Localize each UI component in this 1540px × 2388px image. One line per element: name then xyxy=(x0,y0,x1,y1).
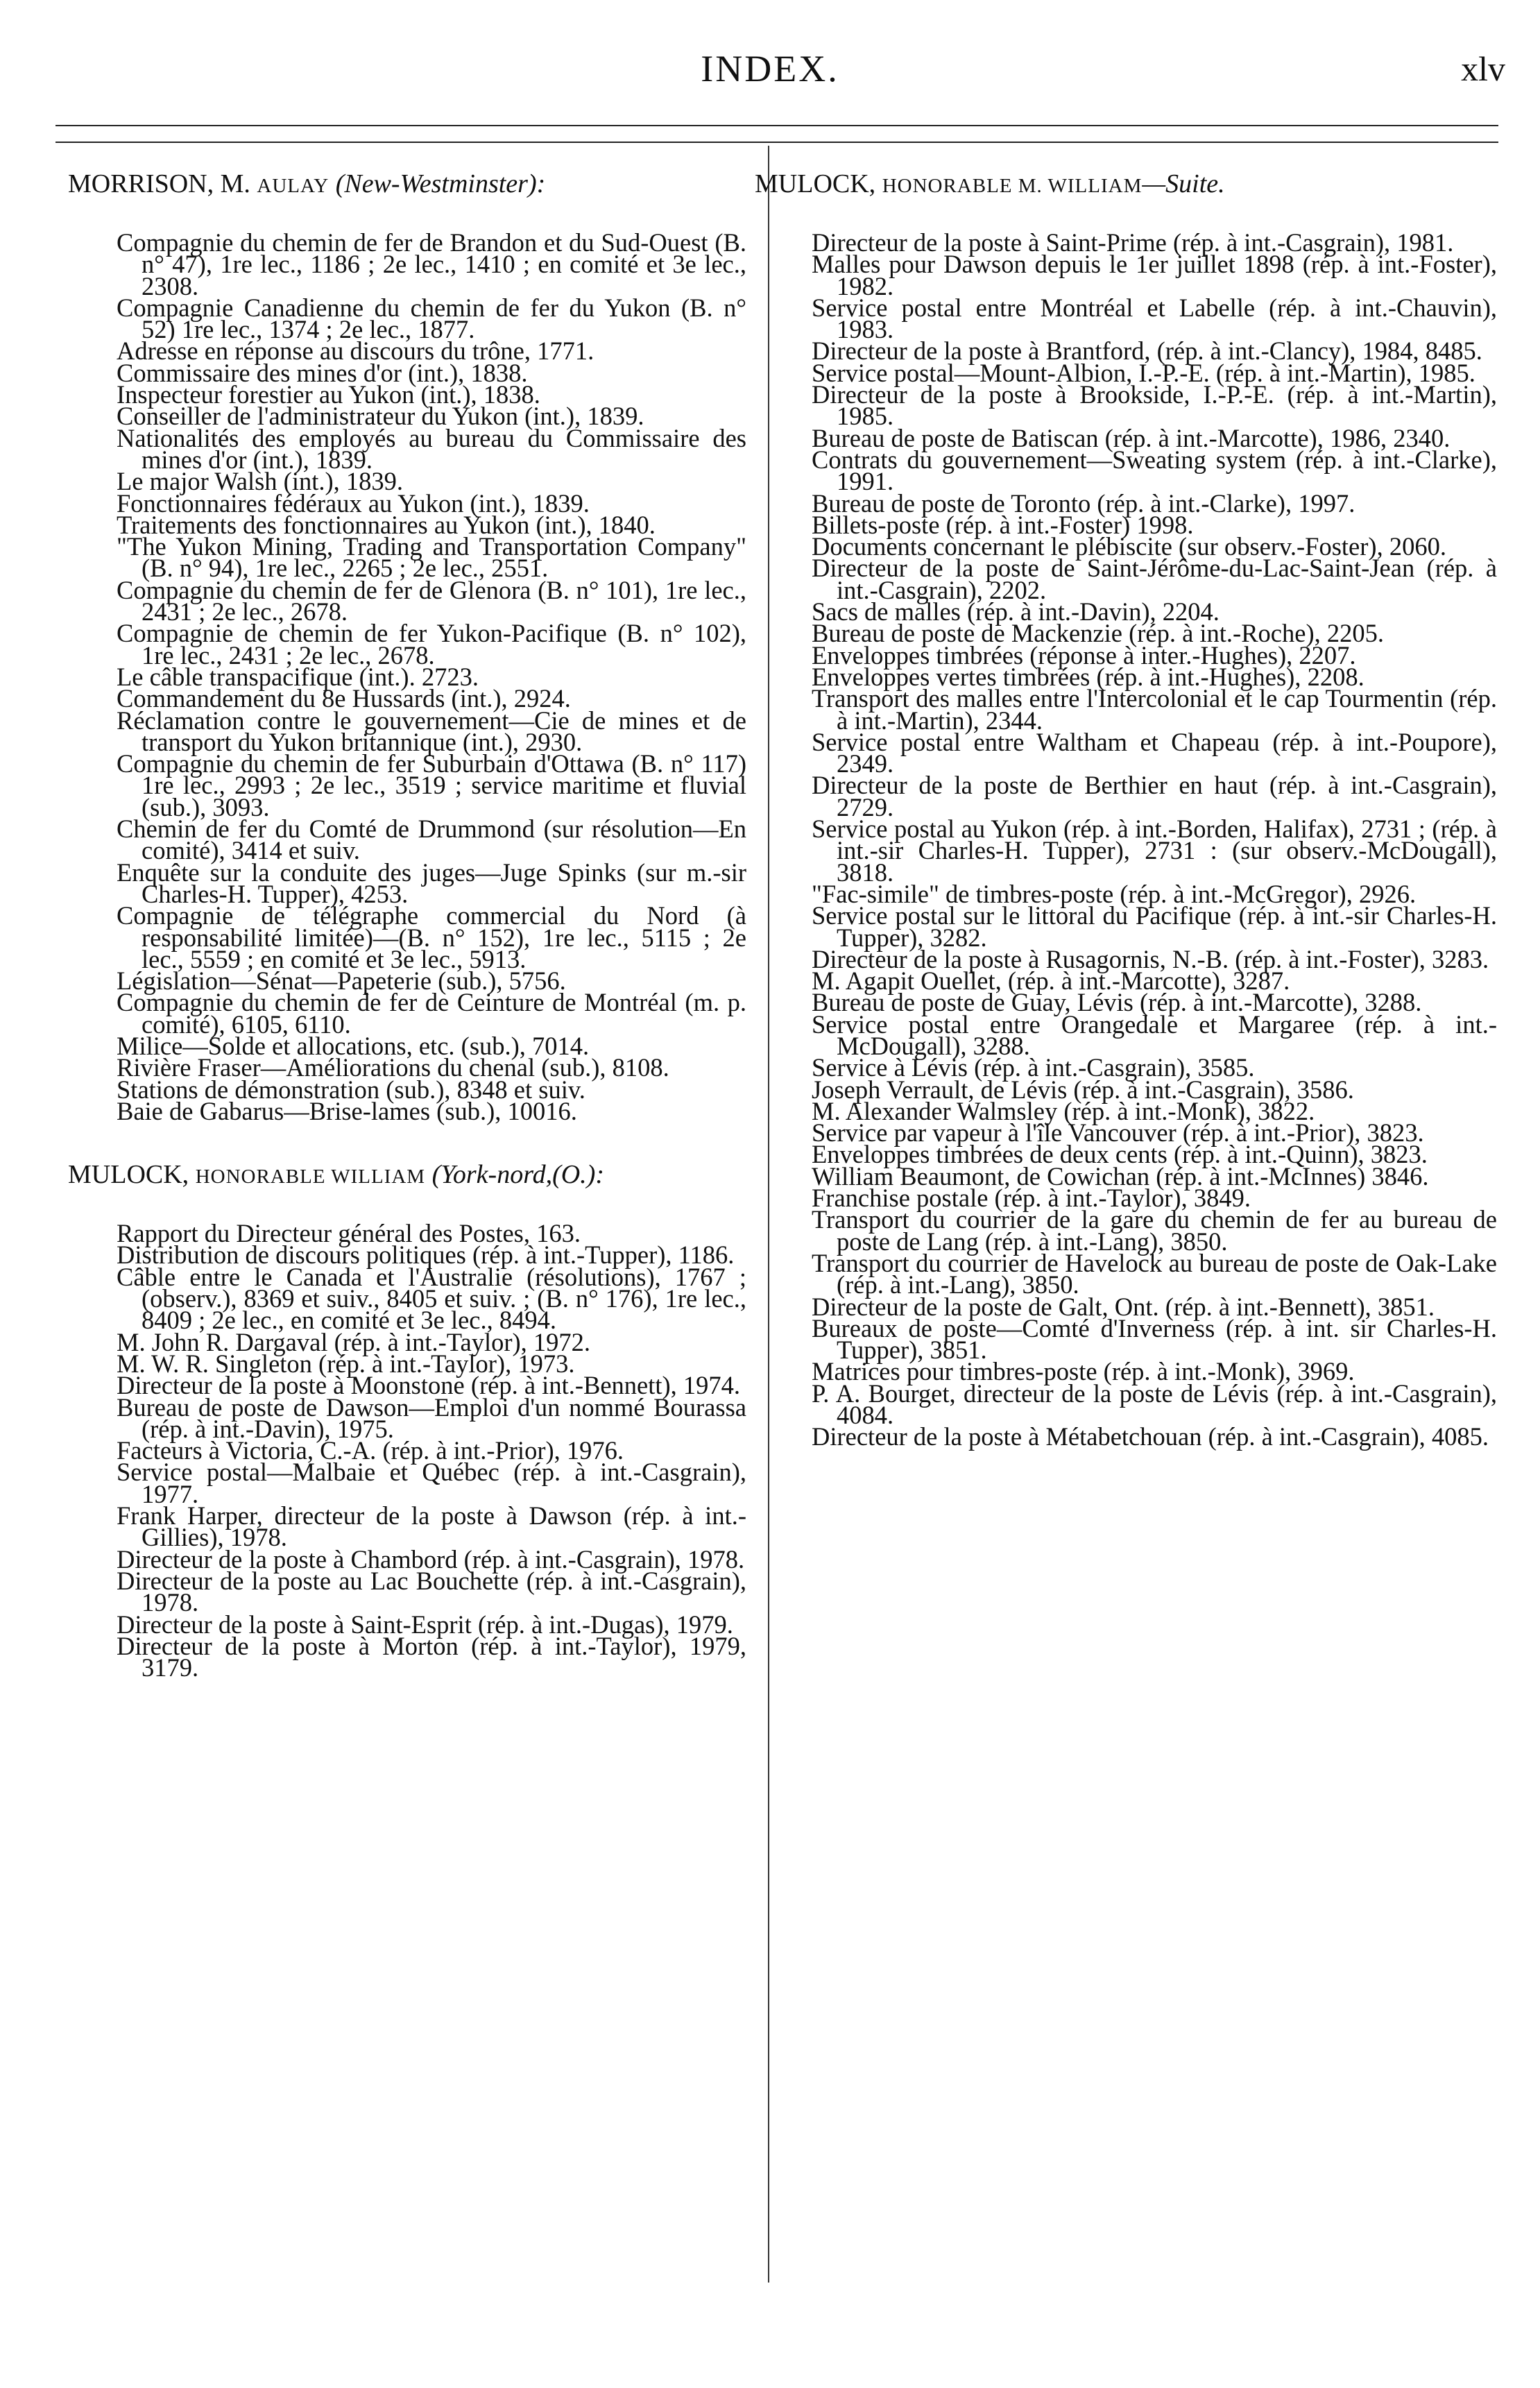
index-entry: Matrices pour timbres-poste (rép. à int.-Monk), 3969. xyxy=(812,1357,1355,1386)
header-rule-bottom xyxy=(55,142,1498,143)
index-heading-mulock xyxy=(68,1161,746,1191)
index-entry: Fonctionnaires fédéraux au Yukon (int.), 1839. xyxy=(117,488,590,518)
index-entry: "Fac-simile" de timbres-poste (rép. à int.-McGregor), 2926. xyxy=(812,879,1417,908)
index-entry: Bureau de poste de Batiscan (rép. à int.-Marcotte), 1986, 2340. xyxy=(812,423,1451,452)
heading-continued: —Suite. xyxy=(1142,169,1225,198)
index-entry: Chemin de fer du Comté de Drummond (sur résolution—En comité), 3414 et suiv. xyxy=(117,815,746,865)
entry-list-mulock xyxy=(68,1219,746,1682)
index-entry: Inspecteur forestier au Yukon (int.), 1838. xyxy=(117,380,540,409)
index-entry: Joseph Verrault, de Lévis (rép. à int.-Casgrain), 3586. xyxy=(812,1075,1354,1104)
index-entry: Directeur de la poste à Métabetchouan (rép. à int.-Casgrain), 4085. xyxy=(812,1422,1489,1451)
index-entry: Malles pour Dawson depuis le 1er juillet 1898 (rép. à int.-Foster), 1982. xyxy=(812,250,1497,300)
index-entry: Service postal au Yukon (rép. à int.-Borden, Halifax), 2731 ; (rép. à int.-sir Charles-H. Tupper), 2731 : (sur observ.-McDougall), 3818. xyxy=(812,815,1497,887)
index-entry: Directeur de la poste à Chambord (rép. à int.-Casgrain), 1978. xyxy=(117,1544,745,1573)
index-entry: Commissaire des mines d'or (int.), 1838. xyxy=(117,358,528,387)
heading-firstname: HONORABLE WILLIAM xyxy=(195,1166,426,1188)
heading-firstname: AULAY xyxy=(257,175,330,197)
index-entry: William Beaumont, de Cowichan (rép. à int.-McInnes) 3846. xyxy=(812,1161,1429,1191)
heading-riding: (New-Westminster): xyxy=(335,169,546,198)
index-heading-mulock-suite xyxy=(755,170,1497,200)
index-entry: Enveloppes timbrées de deux cents (rép. à int.-Quinn), 3823. xyxy=(812,1140,1428,1169)
entry-list-mulock-suite xyxy=(755,228,1497,1451)
index-entry: Service postal—Malbaie et Québec (rép. à int.-Casgrain), 1977. xyxy=(117,1458,746,1508)
index-entry: Bureau de poste de Dawson—Emploi d'un nommé Bourassa (rép. à int.-Davin), 1975. xyxy=(117,1392,746,1443)
index-entry: Adresse en réponse au discours du trône, 1771. xyxy=(117,336,594,366)
index-entry: Documents concernant le plébiscite (sur observ.-Foster), 2060. xyxy=(812,532,1446,561)
index-entry: Milice—Solde et allocations, etc. (sub.), 7014. xyxy=(117,1031,590,1060)
index-heading-morrison xyxy=(68,170,746,200)
index-entry: Législation—Sénat—Papeterie (sub.), 5756. xyxy=(117,966,566,996)
index-entry: Compagnie du chemin de fer de Ceinture de Montréal (m. p. comité), 6105, 6110. xyxy=(117,988,746,1039)
index-entry: Bureau de poste de Mackenzie (rép. à int.-Roche), 2205. xyxy=(812,619,1384,648)
index-entry: Nationalités des employés au bureau du Commissaire des mines d'or (int.), 1839. xyxy=(117,423,746,474)
index-entry: Rivière Fraser—Améliorations du chenal (sub.), 8108. xyxy=(117,1053,669,1082)
index-entry: Frank Harper, directeur de la poste à Dawson (rép. à int.-Gillies), 1978. xyxy=(117,1501,746,1552)
index-entry: Contrats du gouvernement—Sweating system (rép. à int.-Clarke), 1991. xyxy=(812,445,1497,496)
index-entry: M. Alexander Walmsley (rép. à int.-Monk), 3822. xyxy=(812,1096,1315,1125)
index-entry: Réclamation contre le gouvernement—Cie de mines et de transport du Yukon britannique (int.), 2930. xyxy=(117,706,746,756)
index-entry: M. John R. Dargaval (rép. à int.-Taylor), 1972. xyxy=(117,1327,591,1356)
index-entry: Billets-poste (rép. à int.-Foster) 1998. xyxy=(812,510,1194,539)
header-rule-top xyxy=(55,125,1498,126)
index-entry: Le major Walsh (int.), 1839. xyxy=(117,467,404,496)
index-entry: Rapport du Directeur général des Postes, 163. xyxy=(117,1219,581,1248)
index-entry: Directeur de la poste à Morton (rép. à int.-Taylor), 1979, 3179. xyxy=(117,1631,746,1682)
index-entry: Enquête sur la conduite des juges—Juge Spinks (sur m.-sir Charles-H. Tupper), 4253. xyxy=(117,858,746,908)
index-entry: Baie de Gabarus—Brise-lames (sub.), 10016. xyxy=(117,1096,577,1125)
index-entry: Bureau de poste de Guay, Lévis (rép. à int.-Marcotte), 3288. xyxy=(812,988,1422,1017)
index-entry: Stations de démonstration (sub.), 8348 et suiv. xyxy=(117,1075,585,1104)
index-entry: Conseiller de l'administrateur du Yukon (int.), 1839. xyxy=(117,402,644,431)
index-entry: Transport du courrier de la gare du chemin de fer au bureau de poste de Lang (rép. à int.-Lang), 3850. xyxy=(812,1205,1497,1256)
heading-name: MULOCK, xyxy=(755,169,876,198)
heading-riding: (York-nord,(O.): xyxy=(431,1160,604,1190)
index-entry: Directeur de la poste à Saint-Esprit (rép. à int.-Dugas), 1979. xyxy=(117,1610,733,1639)
index-entry: Bureau de poste de Toronto (rép. à int.-Clarke), 1997. xyxy=(812,488,1355,518)
index-entry: Service postal—Mount-Albion, I.-P.-E. (rép. à int.-Martin), 1985. xyxy=(812,358,1475,387)
left-column xyxy=(68,169,746,1682)
index-entry: Transport des malles entre l'Intercolonial et le cap Tourmentin (rép. à int.-Martin), 2344. xyxy=(812,684,1497,735)
index-entry: Franchise postale (rép. à int.-Taylor), 3849. xyxy=(812,1184,1251,1213)
index-entry: Directeur de la poste à Brookside, I.-P.-E. (rép. à int.-Martin), 1985. xyxy=(812,380,1497,431)
index-entry: Service par vapeur à l'île Vancouver (rép. à int.-Prior), 3823. xyxy=(812,1118,1424,1148)
heading-firstname: HONORABLE M. WILLIAM xyxy=(882,175,1143,197)
right-column xyxy=(755,169,1497,1451)
index-entry: Compagnie de chemin de fer Yukon-Pacifique (B. n° 102), 1re lec., 2431 ; 2e lec., 2678. xyxy=(117,619,746,670)
index-entry: Directeur de la poste au Lac Bouchette (rép. à int.-Casgrain), 1978. xyxy=(117,1566,746,1617)
index-entry: Directeur de la poste à Rusagornis, N.-B. (rép. à int.-Foster), 3283. xyxy=(812,944,1489,973)
index-entry: Commandement du 8e Hussards (int.), 2924. xyxy=(117,684,571,713)
index-entry: Directeur de la poste de Saint-Jérôme-du-Lac-Saint-Jean (rép. à int.-Casgrain), 2202. xyxy=(812,554,1497,604)
index-entry: Directeur de la poste de Galt, Ont. (rép. à int.-Bennett), 3851. xyxy=(812,1292,1435,1321)
index-entry: Traitements des fonctionnaires au Yukon (int.), 1840. xyxy=(117,510,656,539)
index-entry: Service postal entre Montréal et Labelle (rép. à int.-Chauvin), 1983. xyxy=(812,293,1497,344)
index-entry: Compagnie du chemin de fer de Glenora (B. n° 101), 1re lec., 2431 ; 2e lec., 2678. xyxy=(117,575,746,626)
index-entry: M. Agapit Ouellet, (rép. à int.-Marcotte), 3287. xyxy=(812,966,1290,996)
index-entry: Le câble transpacifique (int.). 2723. xyxy=(117,662,479,691)
index-entry: Facteurs à Victoria, C.-A. (rép. à int.-Prior), 1976. xyxy=(117,1436,624,1465)
index-entry: Directeur de la poste à Moonstone (rép. à int.-Bennett), 1974. xyxy=(117,1371,741,1400)
index-entry: Service à Lévis (rép. à int.-Casgrain), 3585. xyxy=(812,1053,1255,1082)
index-entry: Directeur de la poste à Brantford, (rép. à int.-Clancy), 1984, 8485. xyxy=(812,336,1482,366)
index-entry: Distribution de discours politiques (rép. à int.-Tupper), 1186. xyxy=(117,1240,735,1270)
index-entry: Compagnie de télégraphe commercial du Nord (à responsabilité limitée)—(B. n° 152), 1re lec., 5115 ; 2e lec., 5559 ; en comité et 3e lec., 5913. xyxy=(117,901,746,973)
index-entry: "The Yukon Mining, Trading and Transportation Company" (B. n° 94), 1re lec., 2265 ; 2e lec., 2551. xyxy=(117,532,746,583)
index-entry: Enveloppes timbrées (réponse à inter.-Hughes), 2207. xyxy=(812,640,1356,670)
index-entry: Câble entre le Canada et l'Australie (résolutions), 1767 ; (observ.), 8369 et suiv., 8405 et suiv. ; (B. n° 176), 1re lec., 8409 ; 2e lec., en comité et 3e lec., 8494. xyxy=(117,1262,746,1335)
index-entry: Directeur de la poste de Berthier en haut (rép. à int.-Casgrain), 2729. xyxy=(812,771,1497,821)
page-title: INDEX. xyxy=(701,48,839,89)
index-entry: Compagnie du chemin de fer de Brandon et du Sud-Ouest (B. n° 47), 1re lec., 1186 ; 2e lec., 1410 ; en comité et 3e lec., 2308. xyxy=(117,228,746,300)
index-entry: M. W. R. Singleton (rép. à int.-Taylor), 1973. xyxy=(117,1349,575,1378)
running-head xyxy=(0,42,1540,97)
index-entry: Service postal entre Orangedale et Margaree (rép. à int.-McDougall), 3288. xyxy=(812,1009,1497,1060)
heading-name: MULOCK, xyxy=(68,1160,189,1190)
page-number: xlv xyxy=(1461,49,1505,88)
index-entry: Compagnie Canadienne du chemin de fer du Yukon (B. n° 52) 1re lec., 1374 ; 2e lec., 1877. xyxy=(117,293,746,344)
index-entry: Service postal sur le littoral du Pacifique (rép. à int.-sir Charles-H. Tupper), 3282. xyxy=(812,901,1497,952)
index-entry: Compagnie du chemin de fer Suburbain d'Ottawa (B. n° 117) 1re lec., 2993 ; 2e lec., 3519 ; service maritime et fluvial (sub.), 3093. xyxy=(117,749,746,821)
index-entry: Enveloppes vertes timbrées (rép. à int.-Hughes), 2208. xyxy=(812,662,1364,691)
index-entry: P. A. Bourget, directeur de la poste de Lévis (rép. à int.-Casgrain), 4084. xyxy=(812,1379,1497,1430)
index-entry: Bureaux de poste—Comté d'Inverness (rép. à int. sir Charles-H. Tupper), 3851. xyxy=(812,1313,1497,1365)
heading-name: MORRISON, M. xyxy=(68,169,250,198)
entry-list-morrison xyxy=(68,228,746,1125)
index-entry: Sacs de malles (rép. à int.-Davin), 2204. xyxy=(812,597,1220,626)
index-entry: Transport du courrier de Havelock au bureau de poste de Oak-Lake (rép. à int.-Lang), 3850. xyxy=(812,1248,1497,1299)
index-entry: Directeur de la poste à Saint-Prime (rép. à int.-Casgrain), 1981. xyxy=(812,228,1454,257)
index-entry: Service postal entre Waltham et Chapeau (rép. à int.-Poupore), 2349. xyxy=(812,727,1497,778)
